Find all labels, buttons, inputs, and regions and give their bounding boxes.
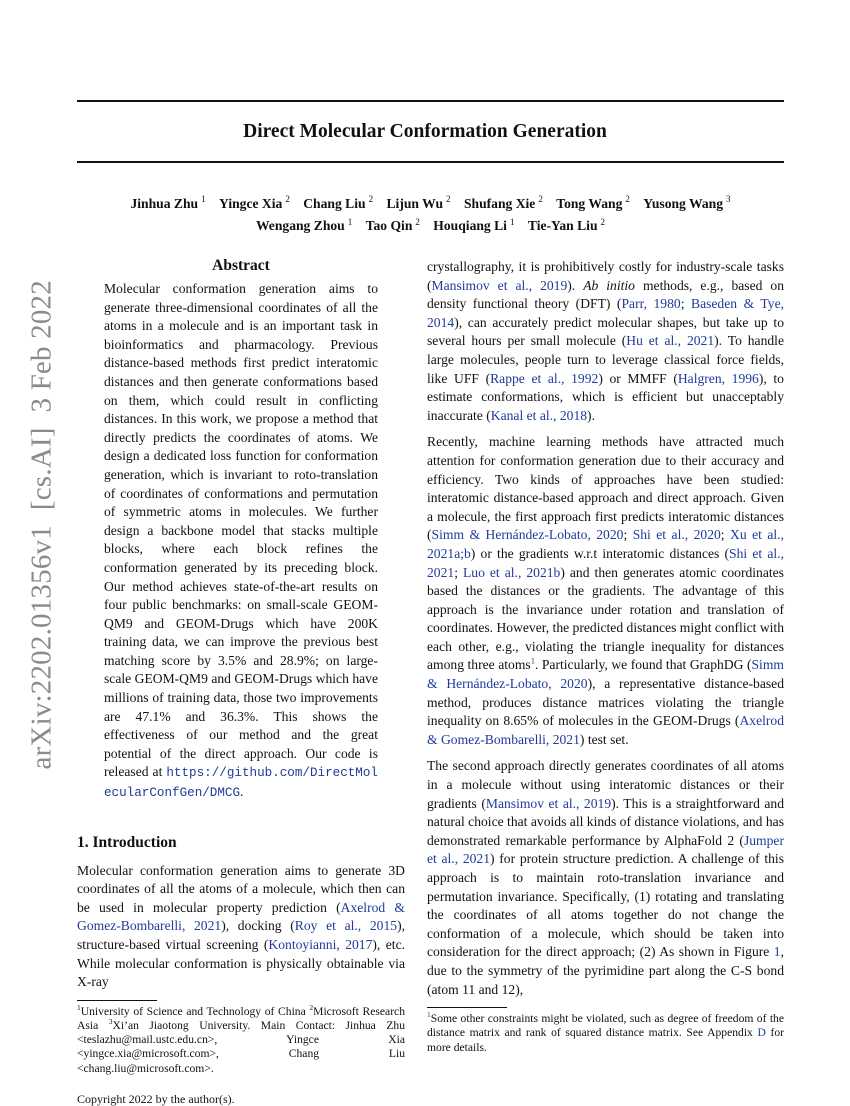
citation-link[interactable]: Mansimov et al., 2019 <box>485 795 612 811</box>
right-paragraph-1 <box>427 258 784 425</box>
intro-heading: 1. Introduction <box>77 833 177 851</box>
affiliation-mark: 1 <box>509 216 515 227</box>
text-run: crystallography, it is prohibitively costly for industry-scale tasks ( <box>427 259 784 293</box>
author-name: Lijun Wu $^2$ <box>386 194 451 211</box>
text-run: ; <box>720 527 731 543</box>
text-run: ). This is a straightforward and natural choice that avoids all kinds of distance violations, and has demonstrated remarkable performance by AlphaFold 2 ( <box>427 795 784 848</box>
author-name: Wengang Zhou $^1$ <box>255 216 353 234</box>
text-run: methods, e.g., based on density functional theory (DFT) ( <box>427 277 784 312</box>
abstract-heading: Abstract <box>212 257 270 274</box>
text-run: ), docking ( <box>221 918 295 934</box>
affiliation-mark: 2 <box>600 216 606 227</box>
affiliation-mark: 2 <box>368 194 374 204</box>
citation-link[interactable]: Axelrod & Gomez-Bombarelli, 2021 <box>77 899 405 934</box>
author-name: Yingce Xia $^2$ <box>219 194 290 211</box>
left-column <box>77 256 405 1106</box>
affiliation-mark: 1 <box>201 194 206 204</box>
citation-link[interactable]: Kontoyianni, 2017 <box>268 937 373 952</box>
text-run: ), a representative distance-based method, produces distance matrices violating the triangle inequality on 8.65% of molecules in the GEOM-Drugs ( <box>427 676 785 729</box>
text-run: ), structure-based virtual screening ( <box>77 918 406 952</box>
arxiv-watermark: arXiv:2202.01356v1 [cs.AI] 3 Feb 2022 <box>25 280 58 770</box>
footnote-1 <box>427 1012 784 1055</box>
citation-link[interactable]: Parr, 1980 <box>621 296 681 312</box>
emphasis-text: Ab initio <box>583 277 635 293</box>
author-name: Tao Qin $^2$ <box>365 216 420 234</box>
citation-link[interactable]: Kanal et al., 2018 <box>490 407 588 423</box>
citation-link[interactable]: Simm & Hernández-Lobato, 2020 <box>427 657 784 692</box>
affiliation-mark: 2 <box>538 194 543 204</box>
affiliation-mark: 2 <box>285 194 290 204</box>
citation-link[interactable]: Roy et al., 2015 <box>294 918 398 934</box>
text-run: . Particularly, we found that GraphDG ( <box>534 657 752 673</box>
affiliation-footnote: $^1$University of Science and Technology of China $^2$Microsoft Research Asia $^3$Xi’an Jiaotong University. Main Contact: Jinhua Zhu <teslazhu@mail.ustc.edu.cn>, Yingce Xia <yingce.xia@microsoft.com>, Chang Liu <chang.liu@microsoft.com>. <box>77 1002 405 1075</box>
footnote-marker[interactable]: 1 <box>530 655 535 666</box>
text-run: for more details. <box>427 1026 784 1054</box>
citation-link[interactable]: D <box>757 1026 766 1040</box>
text-run: ; <box>454 564 463 580</box>
citation-link[interactable]: Baseden & Tye, 2014 <box>427 296 785 330</box>
text-run: ) and then generates atomic coordinates based the distances or the gradients. The advantage of this approach is the invariance under rotation and translation of coordinates. However, the predicted distances might conflict with each other, e.g., violating the triangle inequality for distances among three atoms <box>427 564 784 673</box>
text-run: ; <box>680 296 691 312</box>
copyright: Copyright 2022 by the author(s). <box>77 1091 235 1106</box>
right-column <box>427 258 784 1055</box>
author-name: Tong Wang $^2$ <box>556 194 630 211</box>
author-name: Shufang Xie $^2$ <box>463 194 543 211</box>
author-list <box>77 190 784 235</box>
author-name: Tie-Yan Liu $^2$ <box>527 216 606 234</box>
text-run: Molecular conformation generation aims to generate three-dimensional coordinates of all the atoms in a molecule and is an important task in bioinformatics and pharmacology. Previous distance-based methods first predict interatomic distances and then generate conformations based on them, which could result in conflicting distances. In this work, we propose a method that directly predicts the coordinates of atoms. We design a dedicated loss function for conformation generation, which is invariant to roto-translation of coordinates of conformations and permutation of symmetric atoms in molecules. We further design a backbone model that stacks multiple blocks, where each block refines the conformation generated by its preceding block. Our method achieves state-of-the-art results on four public benchmarks: on small-scale GEOM-QM9 and GEOM-Drugs which have 200K training data, we can improve the previous best matching score by 3.5% and 28.9%; on large-scale GEOM-QM9 and GEOM-Drugs which have millions of training data, those two improvements are 47.1% and 36.3%. This shows the effectiveness of our method and the great potential of the direct approach. Our code is released at <box>104 281 378 780</box>
affiliation-mark: 2 <box>625 194 630 204</box>
right-paragraph-3 <box>427 757 784 999</box>
text-run: ). <box>587 407 595 423</box>
affiliation-mark: 3 <box>726 194 731 204</box>
text-run: ), can accurately predict molecular shapes, but take up to several hours per small molecule ( <box>427 314 784 349</box>
top-rule <box>77 100 784 102</box>
citation-link[interactable]: Xu et al., 2021a;b <box>427 527 784 561</box>
footnote-rule <box>77 1000 157 1001</box>
text-run: ), to estimate conformations, which is efficient but unacceptably inaccurate ( <box>427 370 784 423</box>
citation-link[interactable]: Hu et al., 2021 <box>626 333 715 349</box>
citation-link[interactable]: Shi et al., 2021 <box>427 545 784 580</box>
footnote-marker[interactable]: 1 <box>427 1010 431 1020</box>
citation-link[interactable]: Simm & Hernández-Lobato, 2020 <box>431 527 624 543</box>
citation-link[interactable]: Halgren, 1996 <box>677 370 759 386</box>
text-run: ). <box>567 277 584 293</box>
text-run: Molecular conformation generation aims to generate 3D coordinates of all the atoms of a molecule, which then can be used in molecular property prediction ( <box>77 862 405 915</box>
right-paragraph-2 <box>427 433 784 749</box>
text-run: The second approach directly generates coordinates of all atoms in a molecule without using interatomic distances or their gradients ( <box>427 758 784 811</box>
text-run: ) test set. <box>579 731 629 747</box>
author-name: Chang Liu $^2$ <box>303 194 374 211</box>
citation-link[interactable]: Shi et al., 2020 <box>632 527 721 543</box>
intro-paragraph <box>77 862 405 992</box>
citation-link[interactable]: Luo et al., 2021b <box>462 564 561 580</box>
footnote-rule-right <box>427 1007 507 1008</box>
abstract-section <box>77 256 405 803</box>
author-name: Jinhua Zhu $^1$ <box>130 194 206 211</box>
citation-link[interactable]: Mansimov et al., 2019 <box>431 277 568 293</box>
author-name: Yusong Wang $^3$ <box>643 194 731 211</box>
code-url-link[interactable]: https://github.com/DirectMolecularConfGen/DMCG <box>104 766 378 801</box>
text-run: ) for protein structure prediction. A challenge of this approach is to maintain roto-translation invariance and permutation invariance. Specifically, (1) rotating and translating the coordinates of all atoms together do not change the conformation of a molecule, which should be taken into consideration for the direct approach; (2) As shown in Figure <box>427 851 785 960</box>
affiliation-mark: 1 <box>347 216 353 227</box>
author-name: Houqiang Li $^1$ <box>433 216 515 234</box>
text-run: ) or MMFF ( <box>598 370 678 386</box>
paper-title: Direct Molecular Conformation Generation <box>243 121 607 142</box>
text-run: . <box>240 784 244 800</box>
text-run: ) or the gradients w.r.t interatomic distances ( <box>470 545 730 561</box>
affiliation-mark: 2 <box>415 216 420 227</box>
citation-link[interactable]: Rappe et al., 1992 <box>490 370 599 386</box>
text-run: Some other constraints might be violated, such as degree of freedom of the distance matrix and rank of squared distance matrix. See Appendix <box>427 1012 784 1040</box>
abstract-body <box>104 280 378 803</box>
text-run: ), etc. While molecular conformation is physically obtainable via X-ray <box>77 937 406 990</box>
text-run: Recently, machine learning methods have attracted much attention for conformation generation due to their accuracy and efficiency. Two kinds of approaches have been studied: interatomic distance-based approach and direct approach. Given a molecule, the first approach first predicts interatomic distances ( <box>427 434 784 543</box>
text-run: , due to the symmetry of the pyrimidine part along the C-S bond (atom 11 and 12), <box>427 944 784 997</box>
affiliation-mark: 2 <box>446 194 451 204</box>
text-run: ). To handle large molecules, people turn to leverage classical force fields, like UFF ( <box>427 333 784 386</box>
citation-link[interactable]: Axelrod & Gomez-Bombarelli, 2021 <box>427 713 784 747</box>
citation-link[interactable]: Jumper et al., 2021 <box>427 832 784 867</box>
citation-link[interactable]: 1 <box>773 944 781 960</box>
title-rule <box>77 161 784 163</box>
text-run: ; <box>623 527 633 543</box>
